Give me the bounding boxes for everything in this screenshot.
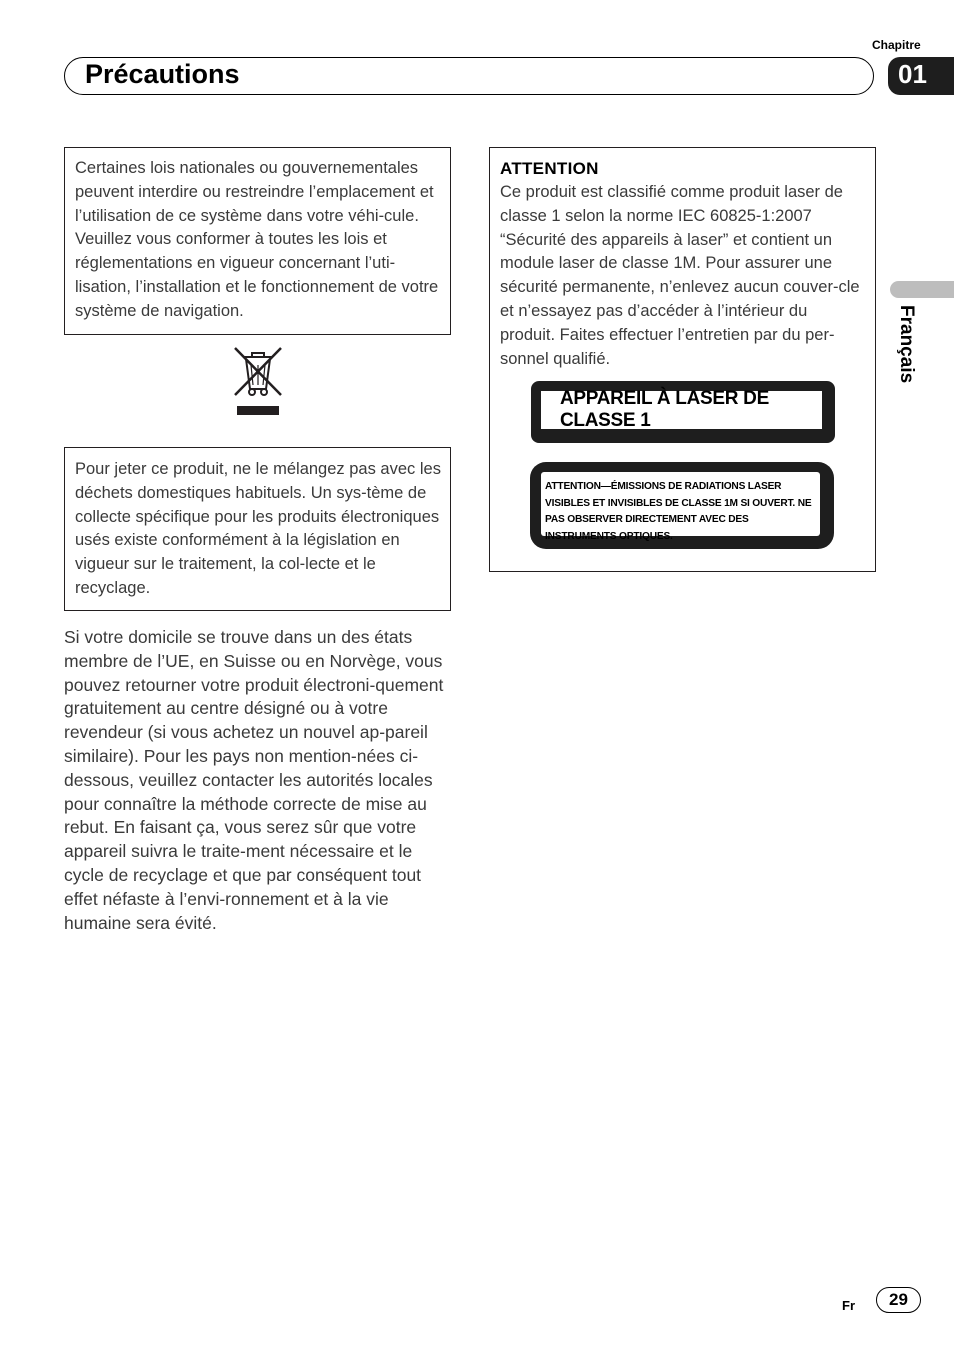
laser-class-label-text: APPAREIL À LASER DE CLASSE 1 <box>541 391 822 429</box>
laws-notice-text: Certaines lois nationales ou gouvernementales peuvent interdire ou restreindre l’emplacement et l’utilisation de ce système dans votre véhi-cule. Veuillez vous conformer à toutes les lois et réglementations en vigueur concernant l’uti-lisation, l’installation et le fonctionnement de votre système de navigation. <box>75 159 439 320</box>
disposal-notice-box <box>64 447 451 611</box>
chapter-number: 01 <box>898 59 927 89</box>
laws-notice-box <box>64 147 451 335</box>
eu-recycling-paragraph: Si votre domicile se trouve dans un des états membre de l’UE, en Suisse ou en Norvège, vous pouvez retourner votre produit électroni-quement gratuitement au centre désigné ou à votre revendeur (si vous achetez un nouvel ap-pareil similaire). Pour les pays non mention-nées ci-dessous, veuillez contacter les autorités locales pour connaître la méthode correcte de mise au rebut. En faisant ça, vous serez sûr que votre appareil suivra le traite-ment nécessaire et le cycle de recyclage et que par conséquent tout effet néfaste à l’envi-ronnement et à la vie humaine sera évité. <box>64 627 444 933</box>
page-number: 29 <box>889 1290 908 1309</box>
language-tab <box>890 281 954 298</box>
attention-text: Ce produit est classifié comme produit laser de classe 1 selon la norme IEC 60825-1:2007 “Sécurité des appareils à laser” et contient un module laser de classe 1M. Pour assurer une sécurité permanente, n’enlevez aucun couver-cle et n’essayez pas d’accéder à l’intérieur du produit. Faites effectuer l’entretien par du per-sonnel qualifié. <box>500 183 860 368</box>
language-label: Français <box>896 305 917 384</box>
page-title: Précautions <box>85 59 240 89</box>
laser-warning-label-text: ATTENTION—ÉMISSIONS DE RADIATIONS LASER VISIBLES ET INVISIBLES DE CLASSE 1M SI OUVERT. NE PAS OBSERVER DIRECTEMENT AVEC DES INSTRUMENTS OPTIQUES. <box>541 472 820 536</box>
chapter-label: Chapitre <box>872 38 921 52</box>
attention-heading: ATTENTION <box>500 159 599 178</box>
footer-language-code: Fr <box>842 1298 855 1313</box>
disposal-notice-text: Pour jeter ce produit, ne le mélangez pas avec les déchets domestiques habituels. Un sys-tème de collecte spécifique pour les produits électroniques usés existe conformément à la législation en vigueur sur le traitement, la col-lecte et le recyclage. <box>75 460 441 597</box>
crossed-out-wheelie-bin-icon <box>232 345 284 417</box>
